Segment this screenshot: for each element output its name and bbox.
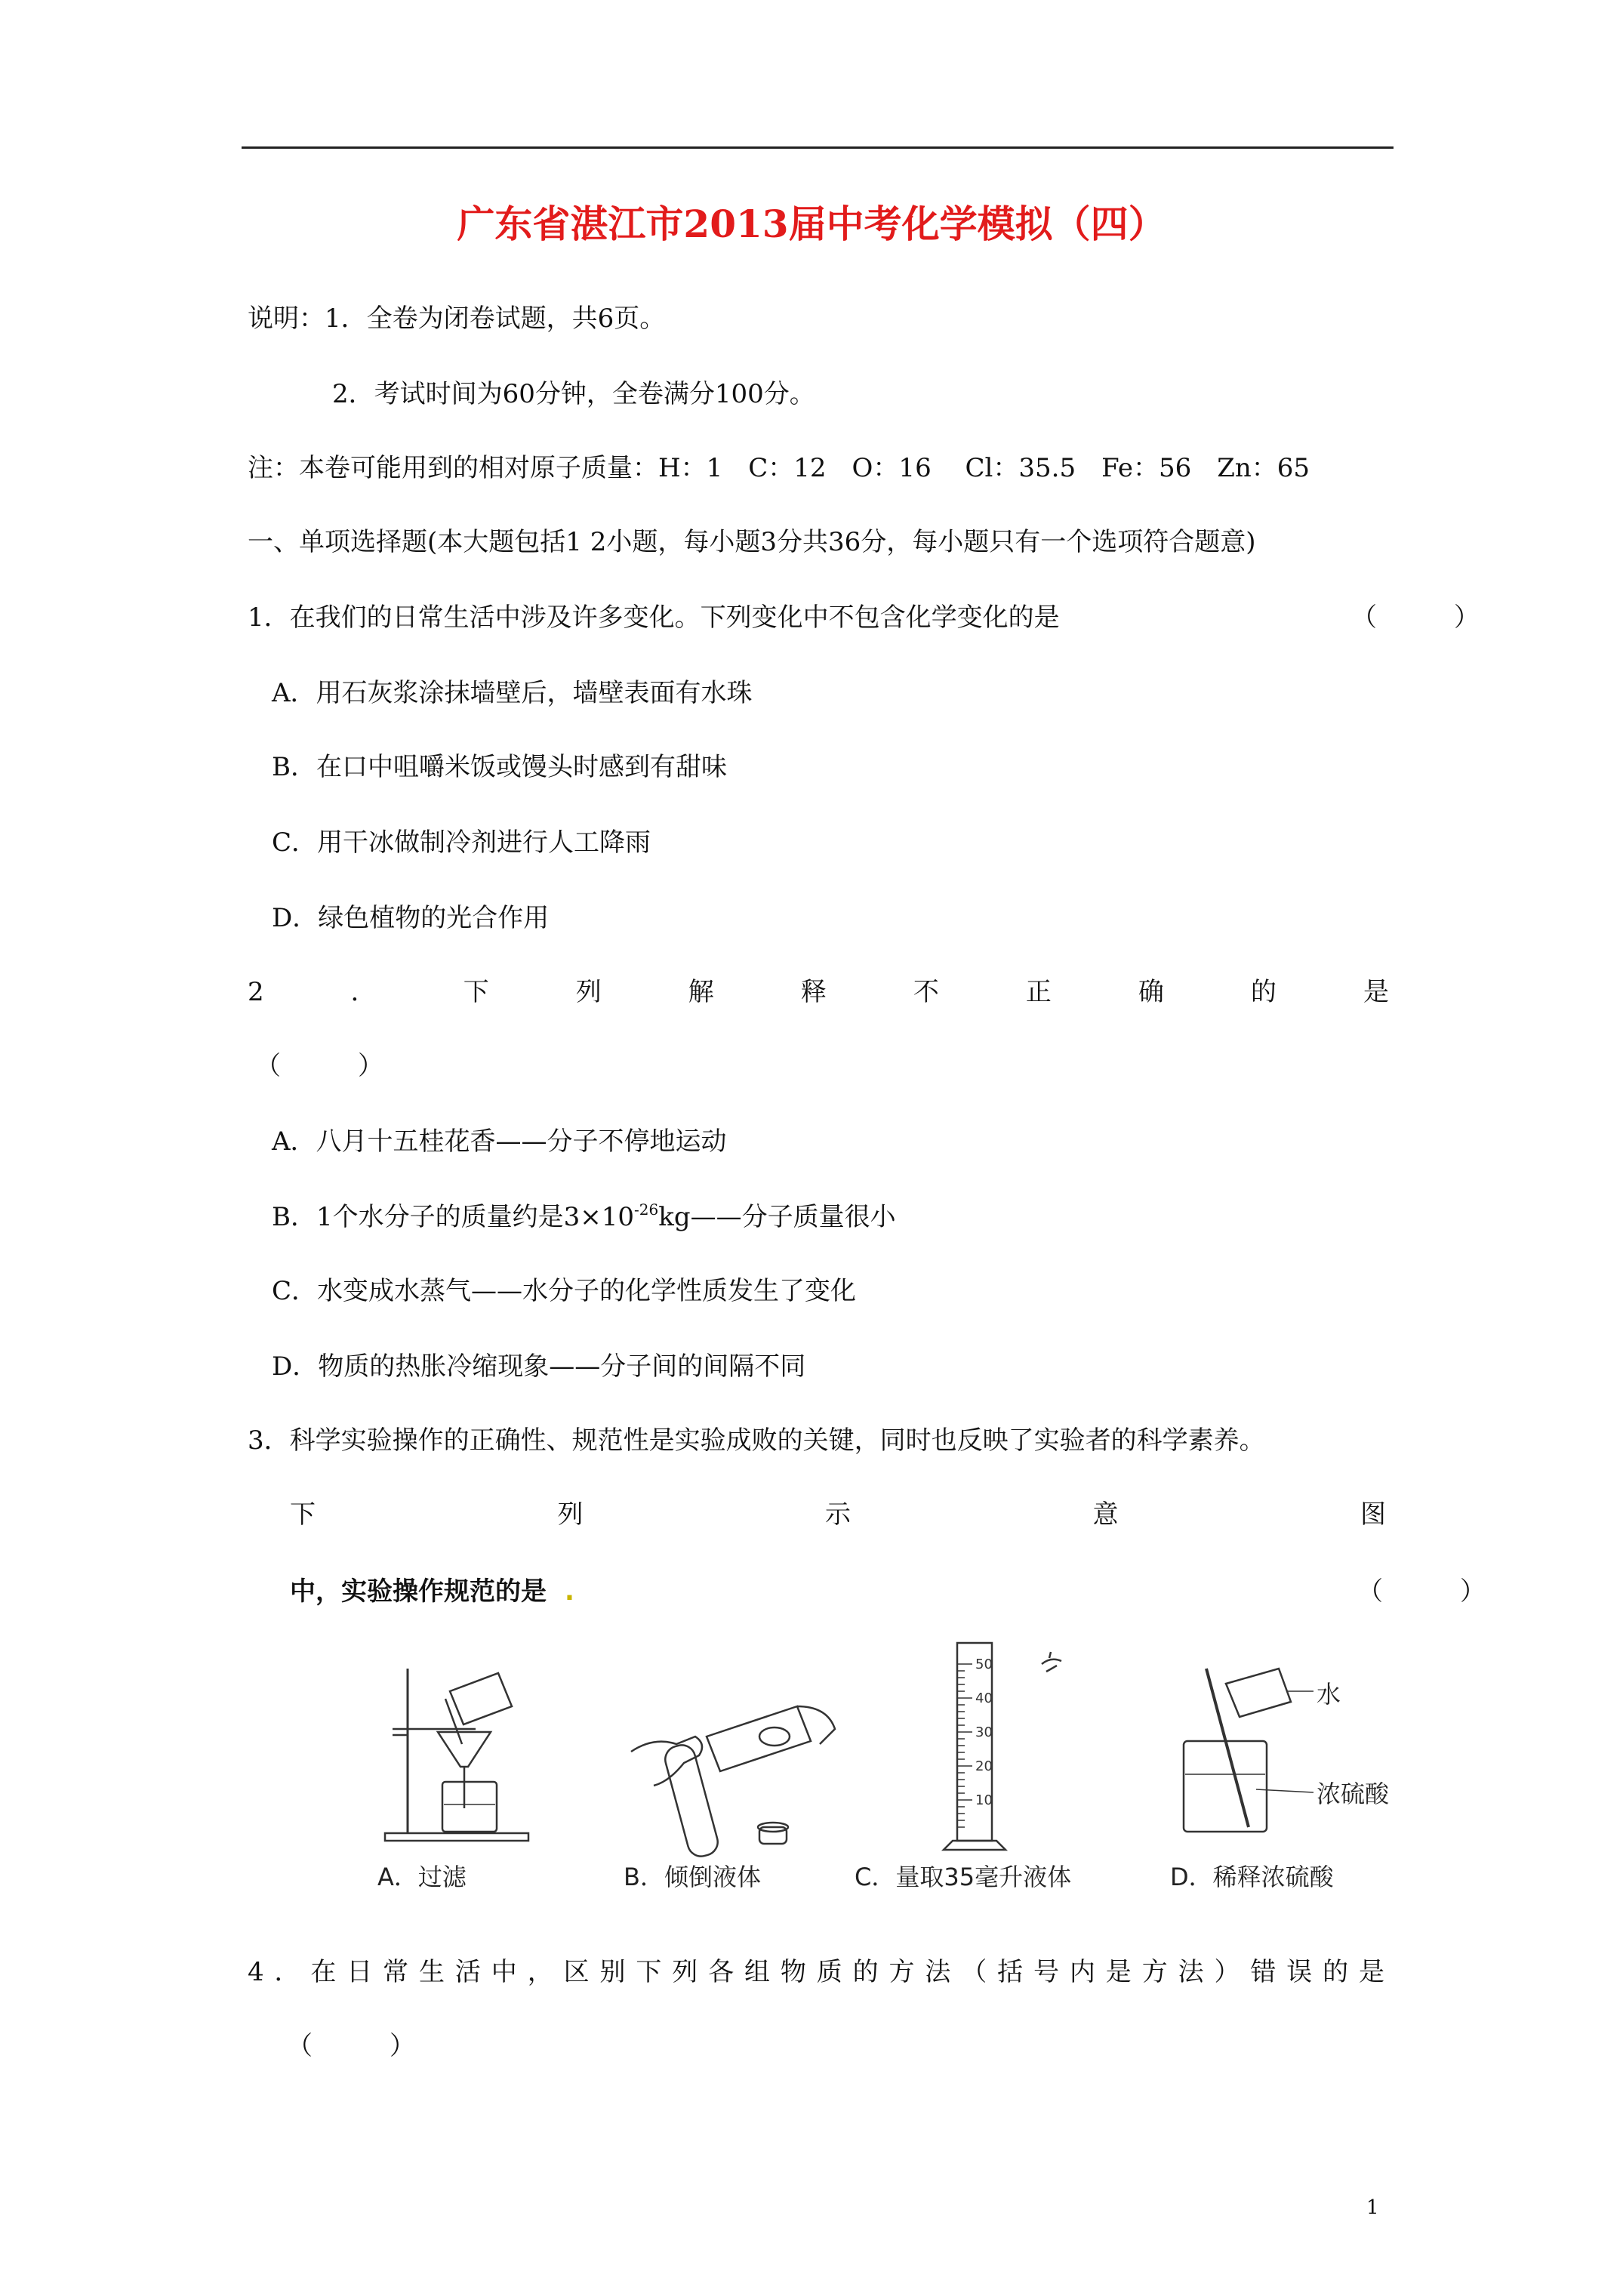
q3-stem-char: 图 [1360, 1499, 1386, 1530]
q3-answer-blank: （ ） [1357, 1576, 1486, 1607]
q3-dot-mark: . [565, 1576, 574, 1607]
q1-answer-blank: （ ） [1351, 603, 1480, 633]
figure-d-diluting [1173, 1669, 1400, 1857]
note-line-1: 说明：1．全卷为闭卷试题，共6页。 [248, 304, 666, 334]
q2-stem-char: 释 [800, 977, 827, 1007]
q3-cont-text: 中，实验操作规范的是 [290, 1576, 547, 1607]
q3-stem-line2 [290, 1498, 1386, 1531]
q4-answer-blank: （ ） [287, 2031, 415, 2061]
cylinder-tick-label: 40 [975, 1690, 993, 1706]
q3-stem-char: 意 [1092, 1499, 1119, 1530]
q2-stem-char: 下 [463, 977, 489, 1007]
figure-c-measuring [936, 1634, 1102, 1860]
q1-option-b: B．在口中咀嚼米饭或馒头时感到有甜味 [272, 752, 727, 782]
figure-d-caption: D．稀释浓硫酸 [1170, 1863, 1334, 1891]
q2-option-a: A．八月十五桂花香——分子不停地运动 [272, 1126, 727, 1157]
figure-a-filtration [377, 1653, 544, 1857]
q1-option-a: A．用石灰浆涂抹墙壁后，墙壁表面有水珠 [272, 678, 753, 708]
q1-stem: 1．在我们的日常生活中涉及许多变化。下列变化中不包含化学变化的是 [248, 603, 1060, 633]
q2-option-b-suffix: kg——分子质量很小 [658, 1202, 896, 1232]
figure-d-label-acid: 浓硫酸 [1317, 1780, 1390, 1808]
q2-stem-char: 2 [248, 977, 264, 1007]
q3-stem-char: 下 [290, 1499, 316, 1530]
q3-stem-char: 列 [557, 1499, 584, 1530]
cylinder-tick-label: 30 [975, 1724, 993, 1740]
q2-stem-char: 解 [688, 977, 714, 1007]
q2-stem-char: 列 [575, 977, 602, 1007]
q2-option-b [272, 1200, 896, 1234]
section-heading: 一、单项选择题(本大题包括1 2小题，每小题3分共36分，每小题只有一个选项符合题意) [248, 527, 1256, 557]
cylinder-tick-label: 50 [975, 1657, 993, 1672]
q3-stem: 3．科学实验操作的正确性、规范性是实验成败的关键，同时也反映了实验者的科学素养。 [248, 1425, 1265, 1456]
q2-stem [248, 975, 1389, 1009]
q3-stem-continuation [290, 1575, 574, 1608]
q2-option-c: C．水变成水蒸气——水分子的化学性质发生了变化 [272, 1276, 857, 1306]
page-number: 1 [1366, 2196, 1379, 2219]
q4-stem: 4．在日常生活中，区别下列各组物质的方法（括号内是方法）错误的是 [248, 1957, 1389, 1987]
q2-stem-char: 不 [913, 977, 939, 1007]
q2-stem-char: 的 [1250, 977, 1277, 1007]
figure-c-caption: C．量取35毫升液体 [855, 1863, 1072, 1891]
figure-b-pouring [624, 1691, 850, 1857]
q3-stem-char: 示 [825, 1499, 851, 1530]
cylinder-tick-label: 20 [975, 1758, 993, 1774]
q2-option-b-exponent: -26 [634, 1200, 659, 1219]
q2-option-b-prefix: B．1个水分子的质量约是3×10 [272, 1202, 635, 1232]
q1-option-c: C．用干冰做制冷剂进行人工降雨 [272, 827, 651, 858]
q2-stem-char: 正 [1025, 977, 1052, 1007]
figure-b-caption: B．倾倒液体 [624, 1863, 761, 1891]
header-rule [242, 146, 1394, 149]
figure-d-label-water: 水 [1317, 1680, 1341, 1709]
q2-stem-char: ． [350, 977, 377, 1007]
note-line-3: 注：本卷可能用到的相对原子质量：H：1 C：12 O：16 Cl：35.5 Fe：56 Zn：65 [248, 453, 1310, 483]
cylinder-tick-label: 10 [975, 1792, 993, 1808]
q2-stem-char: 是 [1363, 977, 1389, 1007]
q2-option-d: D．物质的热胀冷缩现象——分子间的间隔不同 [272, 1351, 806, 1382]
q1-option-d: D．绿色植物的光合作用 [272, 903, 550, 933]
q2-stem-char: 确 [1138, 977, 1164, 1007]
q2-answer-blank: （ ） [255, 1051, 383, 1081]
page-title: 广东省湛江市2013届中考化学模拟（四） [457, 202, 1166, 246]
note-line-2: 2．考试时间为60分钟，全卷满分100分。 [332, 379, 815, 409]
figure-a-caption: A．过滤 [377, 1863, 467, 1891]
